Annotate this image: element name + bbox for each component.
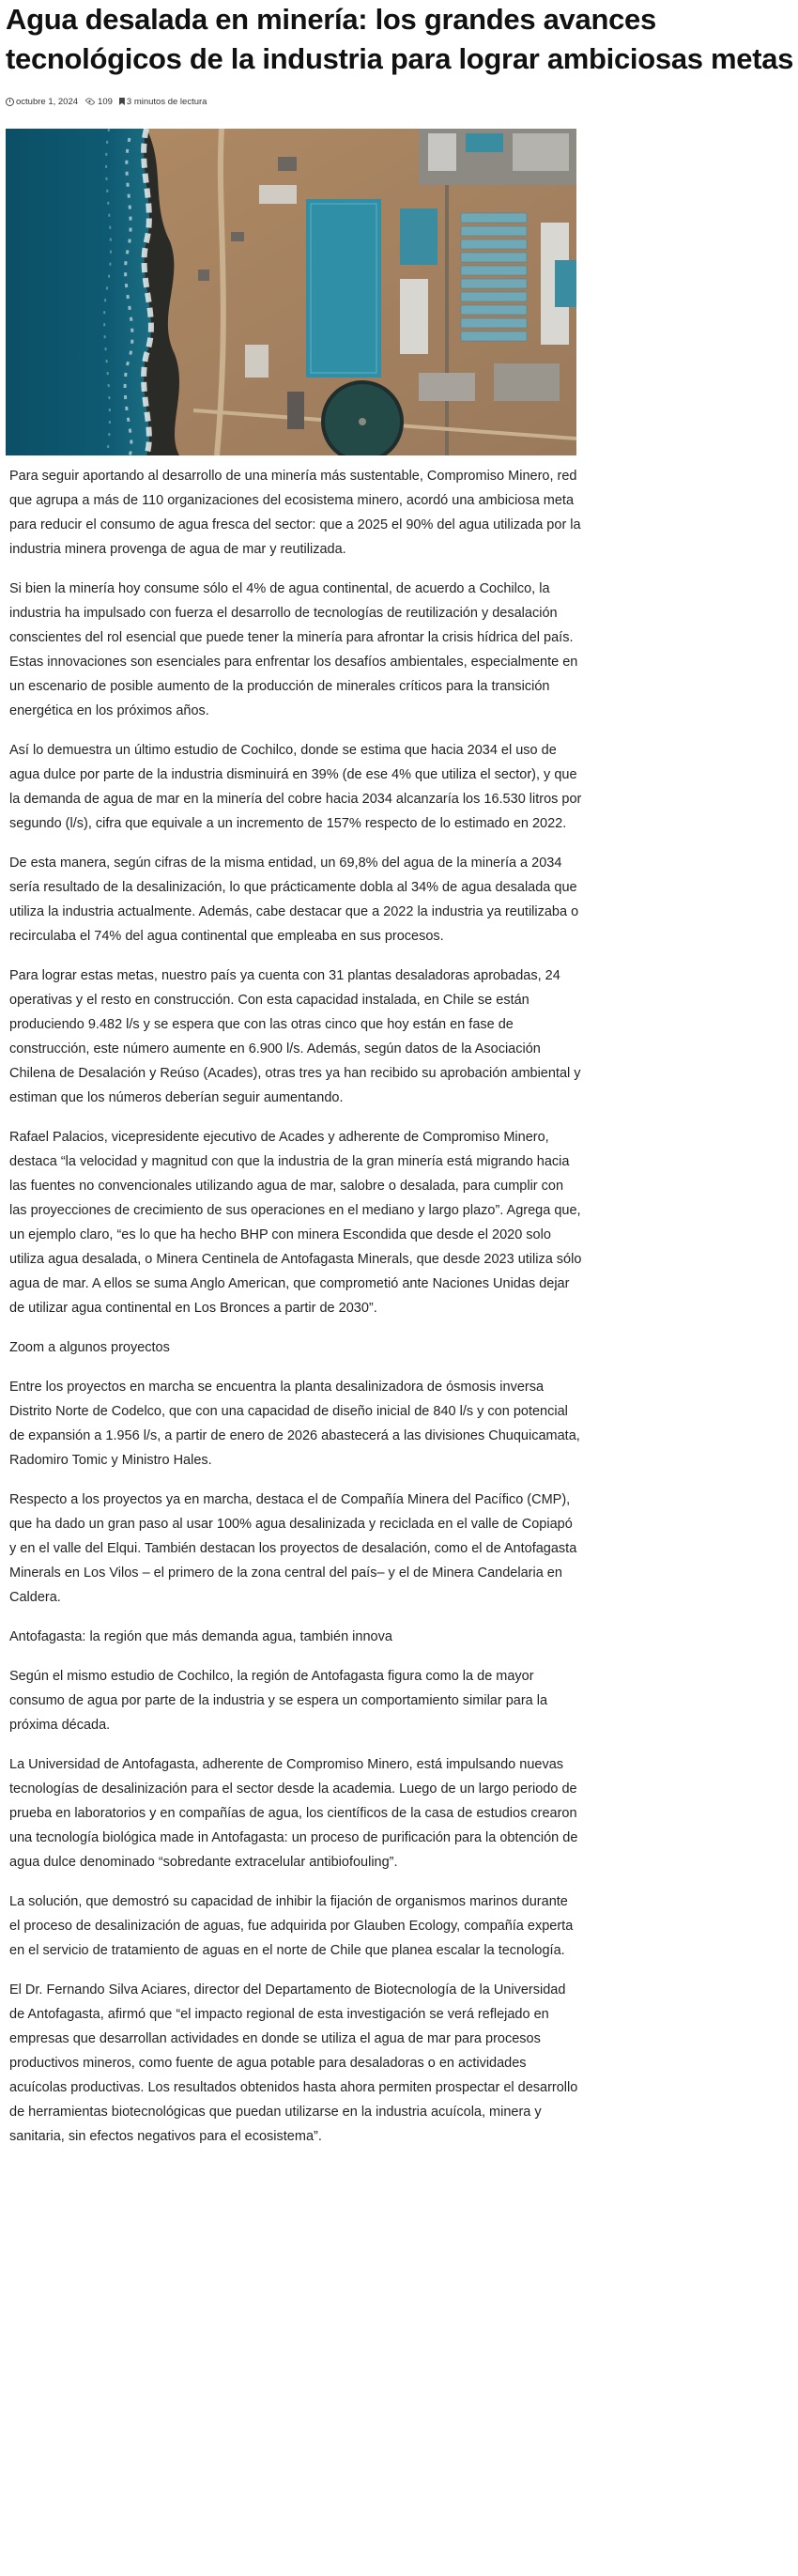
- bookmark-icon: [119, 98, 125, 105]
- article-title: Agua desalada en minería: los grandes avances tecnológicos de la industria para lograr ambiciosas metas: [6, 3, 794, 75]
- paragraph: Para seguir aportando al desarrollo de una minería más sustentable, Compromiso Minero, red que agrupa a más de 110 organizaciones del ecosistema minero, acordó una ambiciosa meta para reducir el consumo de agua fresca del sector: que a 2025 el 90% del agua utilizada por la industria minera provenga de agua de mar y reutilizada.: [9, 469, 581, 557]
- meta-read-time-text: 3 minutos de lectura: [126, 96, 207, 107]
- paragraph: Según el mismo estudio de Cochilco, la región de Antofagasta figura como la de mayor consumo de agua por parte de la industria y se espera un comportamiento similar para la próxima década.: [9, 1669, 548, 1733]
- paragraph: La Universidad de Antofagasta, adherente de Compromiso Minero, está impulsando nuevas tecnologías de desalinización para el sector desde la academia. Luego de un largo periodo de prueba en laboratorios y en compañías de agua, los científicos de la casa de estudios crearon una tecnología biológica made in Antofagasta: un proceso de purificación para la obtención de agua dulce denominado “sobredante extracelular antibiofouling”.: [9, 1757, 578, 1870]
- paragraph: Rafael Palacios, vicepresidente ejecutivo de Acades y adherente de Compromiso Minero, destaca “la velocidad y magnitud con que la industria de la gran minería está migrando hacia las fuentes no convencionales utilizando agua de mar, salobre o desalada, para cumplir con las proyecciones de crecimiento de sus operaciones en el mediano y largo plazo”. Agrega que, un ejemplo claro, “es lo que ha hecho BHP con minera Escondida que desde el 2020 solo utiliza agua desalada, o Minera Centinela de Antofagasta Minerals, que desde 2023 utiliza sólo agua de mar. A ellos se suma Anglo American, que comprometió ante Naciones Unidas dejar de utilizar agua continental en Los Bronces a partir de 2030”.: [9, 1130, 582, 1316]
- meta-date-text: octubre 1, 2024: [16, 96, 79, 107]
- desalination-plant-aerial-image: [6, 129, 576, 455]
- paragraph: Así lo demuestra un último estudio de Cochilco, donde se estima que hacia 2034 el uso de agua dulce por parte de la industria disminuirá en 39% (de ese 4% que utiliza el sector), y que la demanda de agua de mar en la minería del cobre hacia 2034 alcanzaría los 16.530 litros por segundo (l/s), cifra que equivale a un incremento de 157% respecto de lo estimado en 2022.: [9, 743, 582, 831]
- article-body: [9, 464, 582, 2164]
- section-heading: Zoom a algunos proyectos: [9, 1340, 170, 1355]
- paragraph: Si bien la minería hoy consume sólo el 4% de agua continental, de acuerdo a Cochilco, la industria ha impulsado con fuerza el desarrollo de tecnologías de reutilización y desalación conscientes del rol esencial que puede tener la minería para afrontar la crisis hídrica del país. Estas innovaciones son esenciales para enfrentar los desafíos ambientales, especialmente en un escenario de posible aumento de la producción de minerales críticos para la transición energética en los próximos años.: [9, 581, 578, 718]
- eye-icon: [85, 97, 96, 107]
- paragraph: Para lograr estas metas, nuestro país ya cuenta con 31 plantas desaladoras aprobadas, 24 operativas y el resto en construcción. Con esta capacidad instalada, en Chile se están produciendo 9.482 l/s y se espera que con las otras cinco que hoy están en fase de construcción, este número aumente en 6.900 l/s. Además, según datos de la Asociación Chilena de Desalación y Reúso (Acades), otras tres ya han recibido su aprobación ambiental y estiman que los números deberían seguir aumentando.: [9, 968, 581, 1105]
- article-meta: [6, 95, 207, 108]
- section-heading: Antofagasta: la región que más demanda agua, también innova: [9, 1629, 392, 1644]
- paragraph: Entre los proyectos en marcha se encuentra la planta desalinizadora de ósmosis inversa Distrito Norte de Codelco, que con una capacidad de diseño inicial de 840 l/s y con potencial de expansión a 1.956 l/s, a partir de enero de 2026 abastecerá a las divisiones Chuquicamata, Radomiro Tomic y Ministro Hales.: [9, 1380, 580, 1468]
- hero-image: [6, 129, 576, 455]
- paragraph: De esta manera, según cifras de la misma entidad, un 69,8% del agua de la minería a 2034 sería resultado de la desalinización, lo que prácticamente dobla al 34% de agua desalada que utiliza la industria actualmente. Además, cabe destacar que a 2022 la industria ya reutilizaba o recirculaba el 74% del agua continental que empleaba en sus procesos.: [9, 856, 579, 944]
- paragraph: Respecto a los proyectos ya en marcha, destaca el de Compañía Minera del Pacífico (CMP), que ha dado un gran paso al usar 100% agua desalinizada y reciclada en el valle de Copiapó y en el valle del Elqui. También destacan los proyectos de desalación, como el de Antofagasta Minerals en Los Vilos – el primero de la zona central del país– y el de Minera Candelaria en Caldera.: [9, 1492, 577, 1605]
- paragraph: La solución, que demostró su capacidad de inhibir la fijación de organismos marinos durante el proceso de desalinización de aguas, fue adquirida por Glauben Ecology, compañía experta en el servicio de tratamiento de aguas en el norte de Chile que planea escalar la tecnología.: [9, 1894, 574, 1958]
- paragraph: El Dr. Fernando Silva Aciares, director del Departamento de Biotecnología de la Universidad de Antofagasta, afirmó que “el impacto regional de esta investigación se verá reflejado en empresas que desarrollan actividades en donde se utiliza el agua de mar para procesos productivos mineros, como fuente de agua potable para desaladoras o en actividades acuícolas productivas. Los resultados obtenidos hasta ahora permiten prospectar el desarrollo de herramientas biotecnológicas que puedan utilizarse en la industria acuícola, minera y sanitaria, sin efectos negativos para el ecosistema”.: [9, 1982, 578, 2144]
- meta-read-time: [119, 97, 207, 107]
- clock-icon: [6, 98, 14, 106]
- meta-views: [84, 97, 113, 107]
- meta-views-text: 109: [98, 96, 113, 107]
- meta-date: [6, 97, 78, 107]
